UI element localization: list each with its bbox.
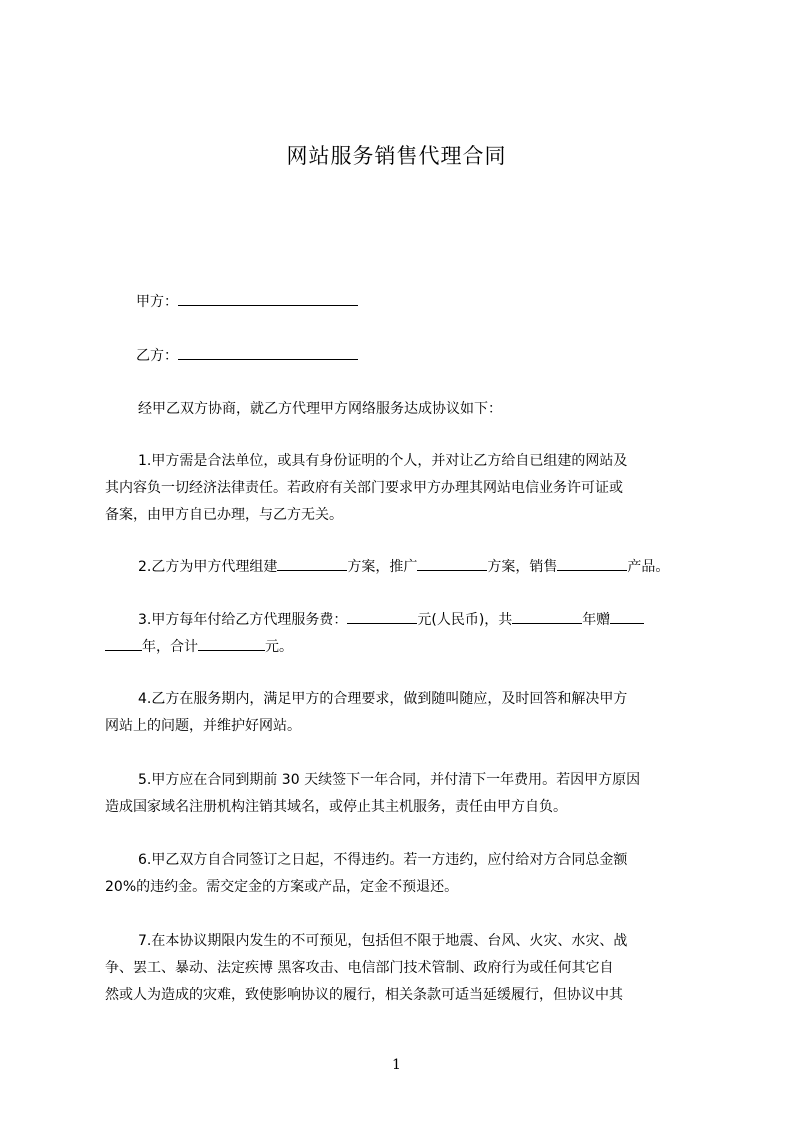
clause-3-blank-3a: [610, 609, 644, 624]
clause-2-text-4: 产品。: [627, 559, 670, 575]
intro-paragraph: [105, 396, 715, 423]
clause-1-line-3: 备案，由甲方自已办理，与乙方无关。: [105, 507, 343, 523]
clause-5: [105, 767, 715, 821]
clause-2-text-1: 2.乙方为甲方代理组建: [138, 559, 278, 575]
clause-3-text-1: 3.甲方每年付给乙方代理服务费：: [138, 612, 348, 628]
clause-3-text-2: 元(人民币)，共: [417, 612, 513, 628]
clause-3-line-2: [105, 634, 715, 661]
intro-text: 经甲乙双方协商，就乙方代理甲方网络服务达成协议如下：: [138, 401, 502, 417]
party-a-label: 甲方：: [136, 294, 178, 310]
clause-2-blank-2: [417, 556, 487, 571]
party-a-blank: [178, 291, 358, 306]
clause-2: [105, 554, 715, 581]
party-b-blank: [178, 345, 358, 360]
clause-3-text-4: 年，合计: [142, 639, 198, 655]
clause-2-blank-1: [277, 556, 347, 571]
clause-2-text-3: 方案，销售: [487, 559, 558, 575]
clause-7: [105, 928, 715, 1009]
party-b-label: 乙方：: [136, 348, 178, 364]
clause-7-line-2: 争、罢工、暴动、法定疾博 黑客攻击、电信部门技术管制、政府行为或任何其它自: [105, 960, 614, 976]
clause-4: [105, 686, 715, 740]
party-a-line: [136, 291, 358, 312]
clause-6-line-2: 20%的违约金。需交定金的方案或产品，定金不预退还。: [105, 879, 459, 895]
clause-3-text-5: 元。: [265, 639, 293, 655]
clause-2-blank-3: [557, 556, 627, 571]
clause-7-line-1: 7.在本协议期限内发生的不可预见，包括但不限于地震、台风、火灾、水灾、战: [138, 933, 628, 949]
page-number: 1: [392, 1057, 401, 1073]
clause-6: [105, 847, 715, 901]
clause-2-line-1: [105, 554, 715, 581]
clause-7-line-3: 然或人为造成的灾难，致使影响协议的履行，相关条款可适当延缓履行，但协议中其: [105, 987, 623, 1003]
clause-3-blank-1: [347, 609, 417, 624]
clause-3-text-3: 年赠: [582, 612, 611, 628]
clause-5-line-1: 5.甲方应在合同到期前 30 天续签下一年合同，并付清下一年费用。若因甲方原因: [138, 772, 641, 788]
clause-4-line-1: 4.乙方在服务期内，满足甲方的合理要求，做到随叫随应，及时回答和解决甲方: [138, 691, 628, 707]
clause-3: [105, 607, 715, 661]
party-b-line: [136, 345, 358, 366]
document-title: 网站服务销售代理合同: [286, 144, 507, 168]
clause-3-line-1: [105, 607, 715, 634]
clause-3-blank-3b: [105, 636, 142, 651]
clause-1: [105, 448, 715, 529]
clause-1-line-2: 其内容负一切经济法律责任。若政府有关部门要求甲方办理其网站电信业务许可证或: [105, 480, 623, 496]
clause-3-blank-4: [198, 636, 265, 651]
clause-1-line-1: 1.甲方需是合法单位，或具有身份证明的个人，并对让乙方给自已组建的网站及: [138, 453, 628, 469]
clause-3-blank-2: [512, 609, 582, 624]
clause-2-text-2: 方案，推广: [347, 559, 418, 575]
clause-4-line-2: 网站上的问题，并维护好网站。: [105, 718, 301, 734]
clause-5-line-2: 造成国家域名注册机构注销其域名，或停止其主机服务，责任由甲方自负。: [105, 799, 567, 815]
clause-6-line-1: 6.甲乙双方自合同签订之日起，不得违约。若一方违约，应付给对方合同总金额: [138, 852, 628, 868]
